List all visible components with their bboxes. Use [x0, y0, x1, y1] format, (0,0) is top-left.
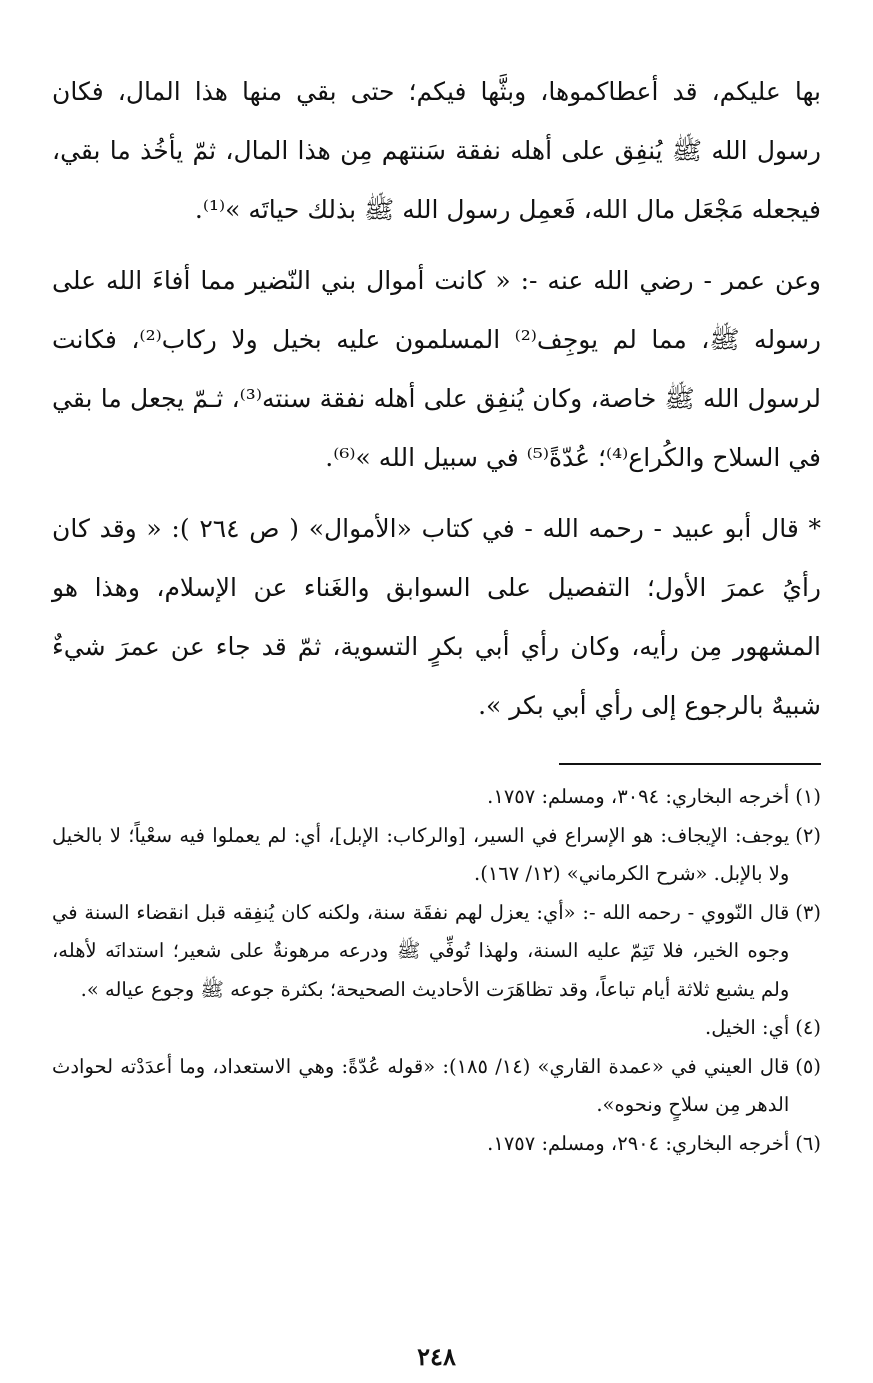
footnotes — [52, 778, 821, 1163]
footnote-4 — [52, 1009, 821, 1048]
footnote-text: يوجف: الإيجاف: هو الإسراع في السير، [والركاب: الإبل]، أي: لم يعملوا فيه سعْياً؛ لا بالخيل ولا بالإبل. «شرح الكرماني» (١٢/ ١٦٧). — [52, 823, 790, 885]
paragraph-3: * قال أبو عبيد - رحمه الله - في كتاب «الأموال» ( ص ٢٦٤ ): « وقد كان رأيُ عمرَ الأول؛ التفصيل على السوابق والغَناء عن الإسلام، وهذا هو المشهور مِن رأيه، وكان رأي أبي بكرٍ التسوية، ثمّ قد جاء عن عمرَ شيءٌ شبيهٌ بالرجوع إلى رأي أبي بكر ». — [52, 514, 821, 720]
paragraph-2: وعن عمر - رضي الله عنه -: « كانت أموال بني النّضير مما أفاءَ الله على رسوله ﷺ، مما لم يوجِف⁽²⁾ المسلمون عليه بخيل ولا ركاب⁽²⁾، فكانت لرسول الله ﷺ خاصة، وكان يُنفِق على أهله نفقة سنته⁽³⁾، ثـمّ يجعل ما بقي في السلاح والكُراع⁽⁴⁾؛ عُدّةً⁽⁵⁾ في سبيل الله »⁽⁶⁾. — [52, 266, 821, 472]
footnote-number: (٢) — [795, 823, 821, 847]
footnote-number: (٤) — [795, 1016, 821, 1039]
footnote-5 — [52, 1048, 821, 1125]
footnote-text: أخرجه البخاري: ٣٠٩٤، ومسلم: ١٧٥٧. — [487, 785, 790, 808]
footnote-3 — [52, 894, 821, 1010]
footnote-number: (٦) — [795, 1131, 821, 1155]
main-text — [52, 62, 821, 735]
footnote-separator — [559, 763, 821, 765]
footnote-number: (٥) — [795, 1054, 821, 1078]
footnote-text: أخرجه البخاري: ٢٩٠٤، ومسلم: ١٧٥٧. — [487, 1131, 790, 1155]
page-number: ٢٤٨ — [417, 1342, 456, 1371]
footnote-text: أي: الخيل. — [705, 1016, 790, 1039]
footnote-2 — [52, 817, 821, 894]
footnote-text: قال النّووي - رحمه الله -: «أي: يعزل لهم نفقَة سنة، ولكنه كان يُنفِقه قبل انقضاء السنة في وجوه الخير، فلا تَتِمّ عليه السنة، ولهذا تُوفِّي ﷺ ودرعه مرهونةٌ على شعير؛ استدانَه لأهله، ولم يشبع ثلاثة أيام تباعاً، وقد تظاهَرَت الأحاديث الصحيحة؛ بكثرة جوعه ﷺ وجوع عياله ». — [52, 900, 790, 1001]
footnote-text: قال العيني في «عمدة القاري» (١٤/ ١٨٥): «قوله عُدّةً: وهي الاستعداد، وما أعدَدْته لحوادث الدهر مِن سلاحٍ ونحوه». — [52, 1054, 790, 1116]
footnote-number: (١) — [795, 785, 821, 808]
paragraph-1: بها عليكم، قد أعطاكموها، وبثَّها فيكم؛ حتى بقي منها هذا المال، فكان رسول الله ﷺ يُنفِق على أهله نفقة سَنتهم مِن هذا المال، ثمّ يأخُذ ما بقي، فيجعله مَجْعَل مال الله، فَعمِل رسول الله ﷺ بذلك حياتَه »⁽¹⁾. — [52, 77, 821, 224]
footnote-number: (٣) — [795, 900, 821, 924]
footnote-6 — [52, 1125, 821, 1164]
footnote-1 — [52, 778, 821, 817]
